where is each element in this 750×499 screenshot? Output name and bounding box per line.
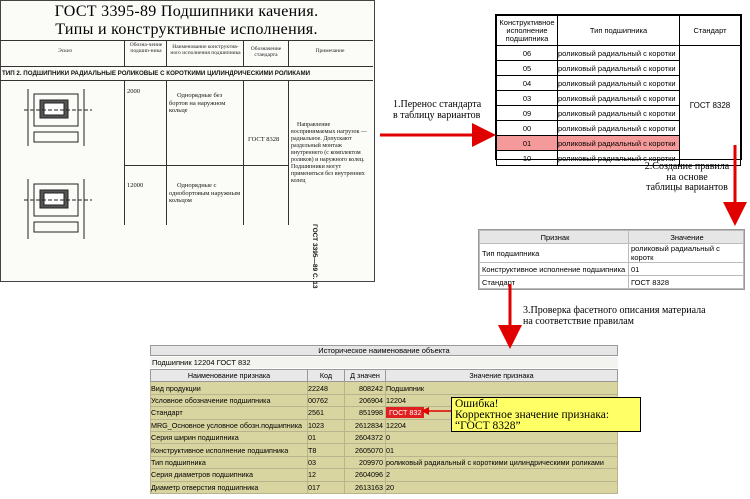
facet-code: 00762: [308, 394, 345, 406]
facet-window-header: Историческое наименование объекта: [150, 345, 618, 356]
facet-value: 20: [386, 481, 618, 493]
facet-code: 03: [308, 456, 345, 468]
variant-type: роликовый радиальный с коротки: [558, 136, 680, 151]
step3-line1: 3.Проверка фасетного описания материала: [523, 305, 706, 316]
facet-value: 2: [386, 469, 618, 481]
rule-attr: Конструктивное исполнение подшипника: [480, 263, 629, 276]
variant-code: 06: [497, 46, 558, 61]
gost-row1-note: Направление воспринимаемых нагрузок — радиальное. Допускают раздельный монтаж внутреннего (с комплектом роликов) и наружного колец. Подшипники могут применяться без внутренних колец: [291, 122, 367, 184]
variant-type: роликовый радиальный с коротки: [558, 151, 680, 166]
facet-value: 12204: [386, 394, 618, 406]
facet-name: Серия диаметров подшипника: [151, 469, 308, 481]
facet-value: Подшипник: [386, 382, 618, 394]
facet-name: Вид продукции: [151, 382, 308, 394]
facet-row[interactable]: [151, 444, 618, 456]
step1-line2: в таблицу вариантов: [393, 109, 481, 121]
variants-standard-merged: ГОСТ 8328: [680, 46, 741, 166]
gost-col-note: Примечание: [315, 48, 345, 54]
variant-code: 10: [497, 151, 558, 166]
variant-code: 05: [497, 61, 558, 76]
gost-col-code: Обозна-чение подшип-ника: [129, 42, 163, 54]
rule-table: [478, 229, 745, 290]
facet-dval: 206904: [345, 394, 386, 406]
variant-type: роликовый радиальный с коротки: [558, 61, 680, 76]
variant-code: 04: [497, 76, 558, 91]
variant-type: роликовый радиальный с коротки: [558, 46, 680, 61]
facet-header-name: Наименование признака: [151, 370, 308, 382]
rule-grid: [479, 230, 744, 289]
step1-label: [393, 100, 481, 121]
facet-dval: 2612834: [345, 419, 386, 431]
error-callout: [451, 397, 641, 432]
variant-type: роликовый радиальный с коротки: [558, 106, 680, 121]
step3-label: [523, 306, 706, 327]
facet-value: роликовый радиальный с короткими цилиндрическими роликами: [386, 456, 618, 468]
gost-title-line1: ГОСТ 3395-89 Подшипники качения.: [54, 3, 319, 20]
facet-dval: 2605070: [345, 444, 386, 456]
rule-row[interactable]: [480, 263, 744, 276]
facet-code: 1023: [308, 419, 345, 431]
step2-line3: таблицы вариантов: [646, 182, 728, 193]
error-callout-line1: Ошибка!: [455, 398, 499, 410]
variants-row[interactable]: [497, 46, 741, 61]
gost-row2-code: 12000: [127, 182, 144, 189]
gost-col-sketch: Эскиз: [58, 48, 72, 54]
facet-value: 0: [386, 431, 618, 443]
facet-row[interactable]: [151, 481, 618, 493]
step2-line1: 2.Создание правила: [644, 161, 730, 172]
facet-name: Стандарт: [151, 407, 308, 419]
gost-title-line2: Типы и конструктивные исполнения.: [55, 21, 318, 38]
facet-name: Условное обозначение подшипника: [151, 394, 308, 406]
facet-name: Конструктивное исполнение подшипника: [151, 444, 308, 456]
rule-attr: Тип подшипника: [480, 244, 629, 263]
variant-type: роликовый радиальный с коротки: [558, 76, 680, 91]
facet-header-code: Код: [308, 370, 345, 382]
rule-header-value: Значение: [629, 231, 744, 244]
gost-col-name: Наименование конструктив-ного исполнения подшипника: [170, 44, 241, 56]
facet-row[interactable]: [151, 382, 618, 394]
variant-code: 01: [497, 136, 558, 151]
variants-table: [495, 14, 742, 163]
facet-name: MRG_Основное условное обозн.подшипника: [151, 419, 308, 431]
rule-value: ГОСТ 8328: [629, 276, 744, 289]
error-callout-line2: Корректное значение признака:: [455, 409, 610, 421]
error-callout-line3: “ГОСТ 8328”: [455, 420, 521, 432]
facet-name: Тип подшипника: [151, 456, 308, 468]
facet-dval: 2604096: [345, 469, 386, 481]
facet-dval: 851998: [345, 407, 386, 419]
variants-grid: [496, 15, 741, 166]
facet-dval: 209970: [345, 456, 386, 468]
gost-row1-code: 2000: [127, 88, 140, 95]
rule-value: 01: [629, 263, 744, 276]
facet-code: Т8: [308, 444, 345, 456]
variant-code: 03: [497, 91, 558, 106]
facet-dval: 808242: [345, 382, 386, 394]
rule-header-attr: Признак: [480, 231, 629, 244]
facet-row[interactable]: [151, 456, 618, 468]
step1-line1: 1.Перенос стандарта: [393, 99, 482, 110]
facet-code: 2561: [308, 407, 345, 419]
variants-header-standard: Стандарт: [680, 16, 741, 46]
facet-code: 01: [308, 431, 345, 443]
facet-code: 017: [308, 481, 345, 493]
facet-code: 12: [308, 469, 345, 481]
variants-header-variant: Конструктивное исполнение подшипника: [497, 16, 558, 46]
gost-document-scan: [0, 0, 375, 289]
step2-label: [632, 162, 742, 194]
facet-dval: 2613163: [345, 481, 386, 493]
gost-section-title: ТИП 2. ПОДШИПНИКИ РАДИАЛЬНЫЕ РОЛИКОВЫЕ С КОРОТКИМИ ЦИЛИНДРИЧЕСКИМИ РОЛИКАМИ: [2, 70, 311, 77]
gost-col-standard: Обозначение стандарта: [250, 46, 282, 58]
step3-line2: на соответствие правилам: [523, 315, 635, 327]
step2-line2: на основе: [666, 171, 708, 183]
facet-row[interactable]: [151, 431, 618, 443]
facet-row[interactable]: [151, 469, 618, 481]
variant-type: роликовый радиальный с коротки: [558, 91, 680, 106]
rule-row[interactable]: [480, 276, 744, 289]
facet-name: Диаметр отверстия подшипника: [151, 481, 308, 493]
facet-code: 22248: [308, 382, 345, 394]
facet-name: Серия ширин подшипника: [151, 431, 308, 443]
variant-type: роликовый радиальный с коротки: [558, 121, 680, 136]
gost-side-label: ГОСТ 3395—89 С. 13: [311, 224, 318, 289]
facet-value: 12204: [386, 419, 618, 431]
variant-code: 00: [497, 121, 558, 136]
variants-header-type: Тип подшипника: [558, 16, 680, 46]
rule-attr: Стандарт: [480, 276, 629, 289]
gost-row1-name: Однорядные без бортов на наружном кольце: [169, 92, 226, 114]
facet-header-value: Значение признака: [386, 370, 618, 382]
gost-row2-name: Однорядные с однобортовым наружным кольцом: [169, 182, 241, 204]
facet-header-dval: Д значен: [345, 370, 386, 382]
gost-row1-standard: ГОСТ 8328: [248, 136, 280, 143]
bearing-sketch-drawings: [20, 84, 115, 254]
rule-value: роликовый радиальный с коротк: [629, 244, 744, 263]
facet-dval: 2604372: [345, 431, 386, 443]
variant-code: 09: [497, 106, 558, 121]
facet-value-error-highlight: ГОСТ 832: [386, 407, 424, 418]
facet-value: 01: [386, 444, 618, 456]
facet-object-name: Подшипник 12204 ГОСТ 832: [150, 357, 618, 368]
rule-row[interactable]: [480, 244, 744, 263]
